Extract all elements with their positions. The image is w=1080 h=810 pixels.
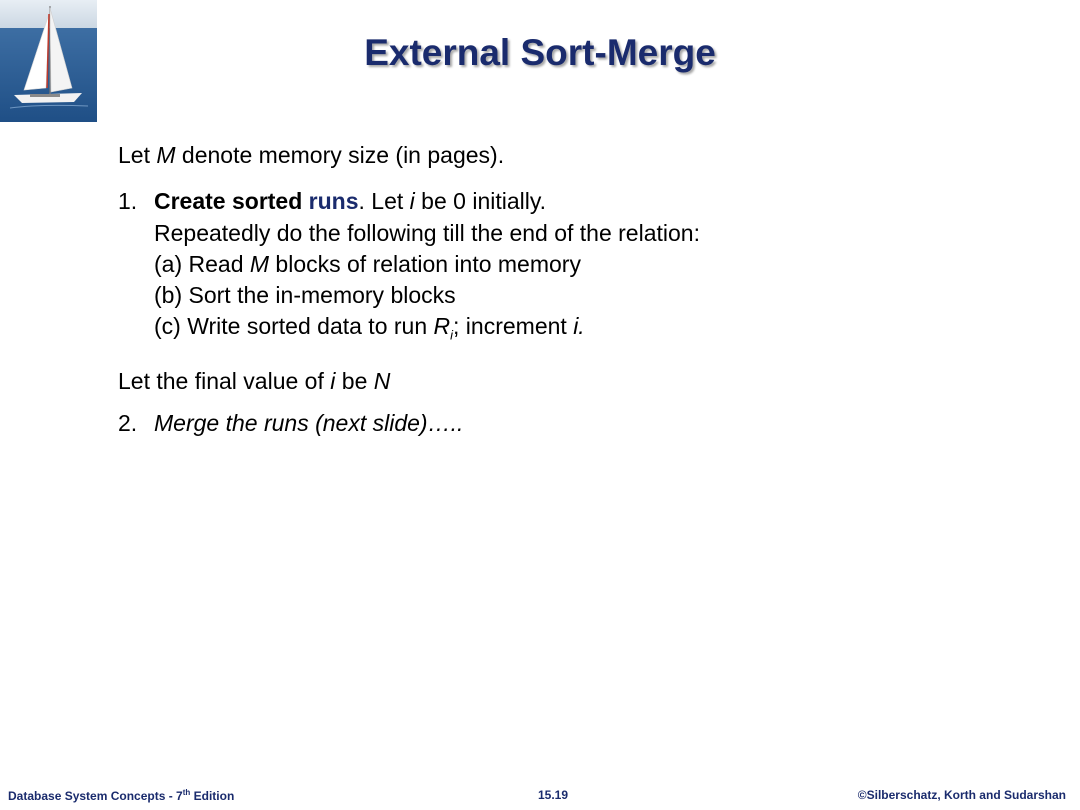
- step-1-number: 1.: [118, 188, 138, 214]
- footer-page-number: 15.19: [538, 788, 569, 802]
- step-1-line: 1. Create sorted runs. Let i be 0 initially.: [118, 188, 547, 214]
- step-1c-line: (c) Write sorted data to run $R_i$; increment i.: [154, 313, 585, 343]
- runs-keyword: runs: [308, 188, 359, 214]
- footer-book-title: Database System Concepts - 7th Edition: [8, 788, 235, 803]
- step-1b-line: (b) Sort the in-memory blocks: [154, 282, 456, 308]
- step-1a-line: (a) Read M blocks of relation into memory: [154, 251, 581, 277]
- footer-copyright: ©Silberschatz, Korth and Sudarshan: [857, 788, 1066, 802]
- slide-footer: [0, 786, 1080, 808]
- step-2-number: 2.: [118, 410, 138, 436]
- step-1-repeat-line: Repeatedly do the following till the end of the relation:: [154, 220, 700, 246]
- slide-title: External Sort-Merge: [364, 32, 716, 73]
- final-value-line: Let the final value of i be N: [118, 368, 391, 394]
- intro-line: Let M denote memory size (in pages).: [118, 142, 505, 168]
- step-2-line: 2. Merge the runs (next slide)…..: [118, 410, 464, 436]
